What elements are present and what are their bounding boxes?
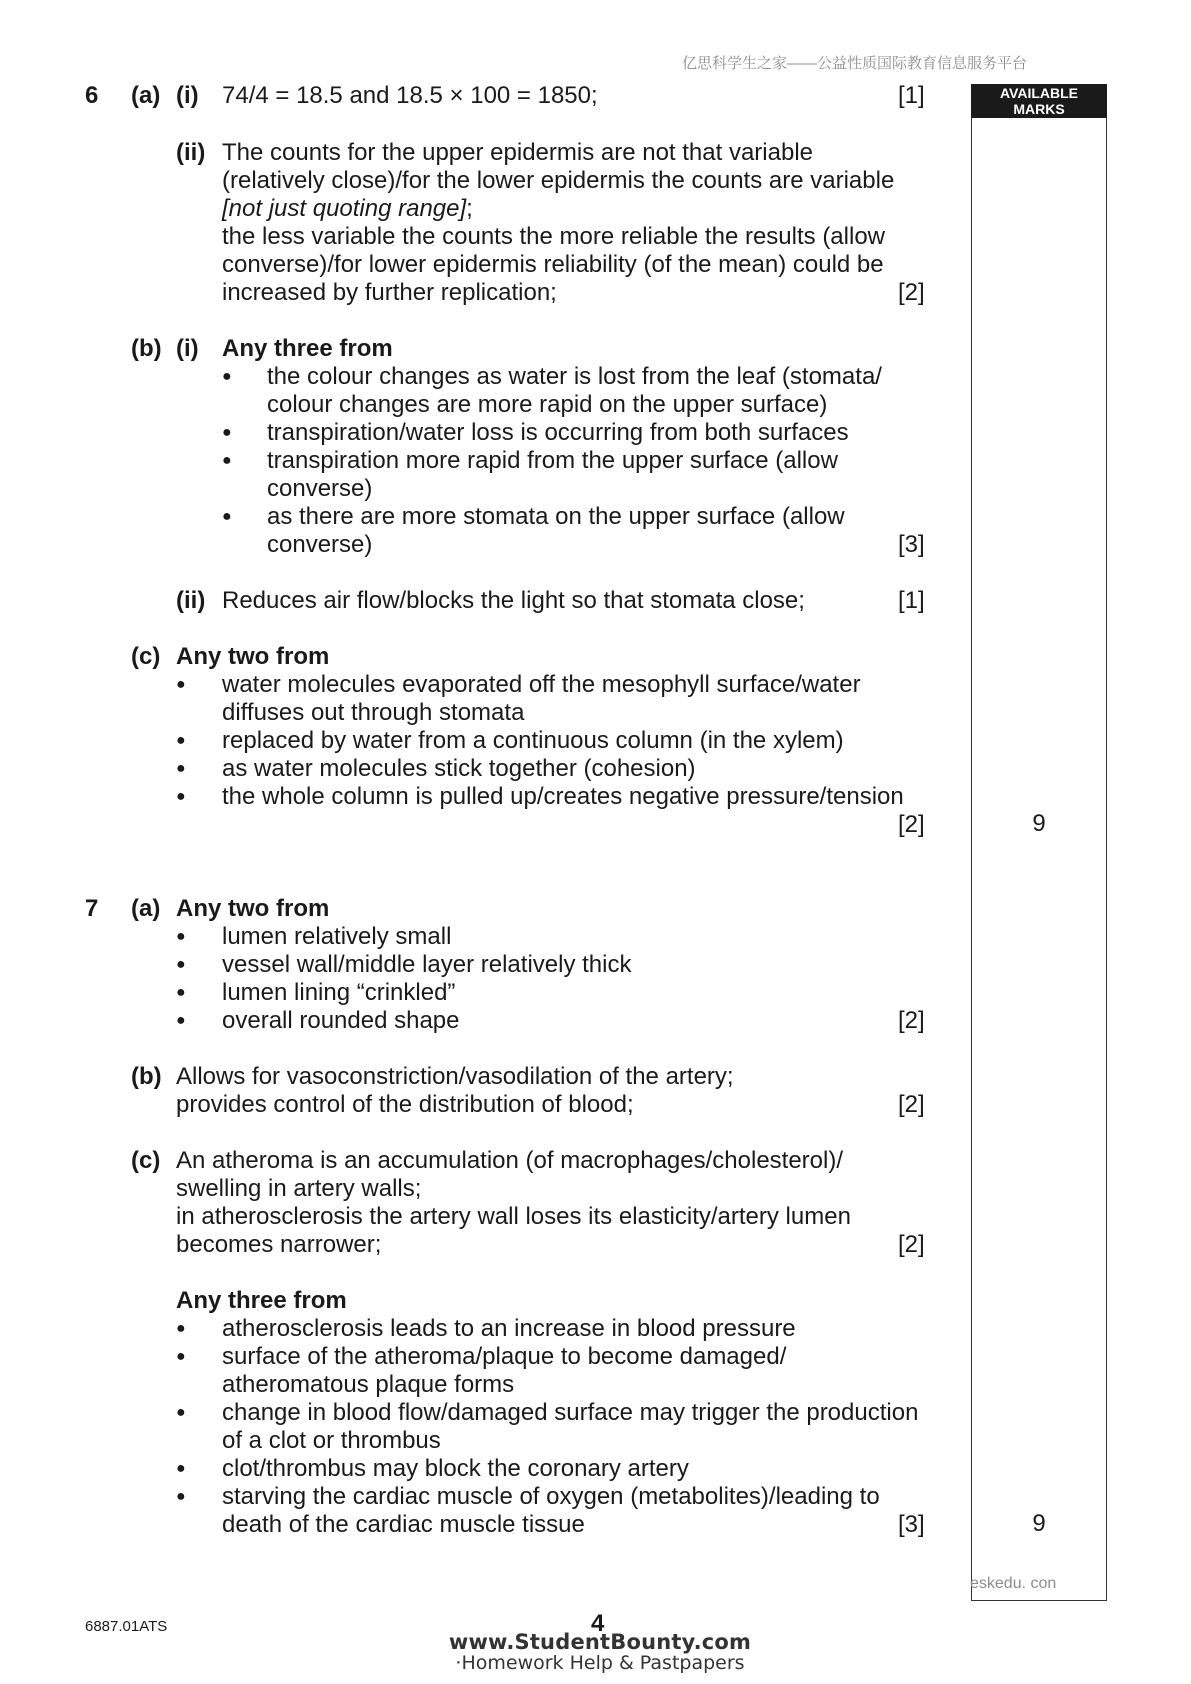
page-number: 4 — [591, 1610, 605, 1637]
available-label: AVAILABLE — [999, 85, 1079, 101]
q7c-bullet-5b: death of the cardiac muscle tissue — [222, 1511, 585, 1538]
bullet-icon: ● — [176, 760, 186, 777]
bullet-icon: ● — [176, 1012, 186, 1029]
bullet-icon: ● — [176, 788, 186, 805]
bullet-icon: ● — [176, 1320, 186, 1337]
q6aii-mark: [2] — [898, 279, 925, 306]
q6aii-label: (ii) — [176, 139, 206, 166]
q6aii-line-6: increased by further replication; — [222, 279, 557, 306]
q7a-bullet-1: lumen relatively small — [222, 923, 452, 950]
q7a-bullet-3: lumen lining “crinkled” — [222, 979, 456, 1006]
q6bi-mark: [3] — [898, 531, 925, 558]
bullet-icon: ● — [176, 1488, 186, 1505]
q7c-bullet-4: clot/thrombus may block the coronary artery — [222, 1455, 689, 1482]
q6bi-bullet-3b: converse) — [267, 475, 373, 502]
bullet-icon: ● — [222, 452, 232, 469]
available-marks-header — [971, 84, 1107, 118]
q6aii-line-4: the less variable the counts the more reliable the results (allow — [222, 223, 885, 250]
q7b-line-1: Allows for vasoconstriction/vasodilation of the artery; — [176, 1063, 734, 1090]
question-7-number: 7 — [85, 895, 99, 922]
q6aii-italic-note: [not just quoting range] — [222, 195, 467, 222]
q7c-bullet-2a: surface of the atheroma/plaque to become damaged/ — [222, 1343, 787, 1370]
q7c-line-1: An atheroma is an accumulation (of macrophages/cholesterol)/ — [176, 1147, 844, 1174]
q7c-line-3: in atherosclerosis the artery wall loses its elasticity/artery lumen — [176, 1203, 851, 1230]
q6bii-mark: [1] — [898, 587, 925, 614]
q6c-bullet-1a: water molecules evaporated off the mesophyll surface/water — [222, 671, 861, 698]
q6bi-bullet-1b: colour changes are more rapid on the upper surface) — [267, 391, 828, 418]
q6c-bullet-1b: diffuses out through stomata — [222, 699, 525, 726]
q7c-heading: Any three from — [176, 1287, 347, 1314]
q7b-label: (b) — [131, 1063, 162, 1090]
logo-line-2: ·Homework Help & Pastpapers — [455, 1652, 745, 1674]
q6bi-bullet-1a: the colour changes as water is lost from the leaf (stomata/ — [267, 363, 882, 390]
q7c-bullet-3a: change in blood flow/damaged surface may trigger the production — [222, 1399, 919, 1426]
q6c-heading: Any two from — [176, 643, 330, 670]
q7c-mark-2: [3] — [898, 1511, 925, 1538]
bullet-icon: ● — [222, 368, 232, 385]
bullet-icon: ● — [176, 984, 186, 1001]
q6c-bullet-3: as water molecules stick together (cohesion) — [222, 755, 696, 782]
q6aii-line-5: converse)/for lower epidermis reliability (of the mean) could be — [222, 251, 884, 278]
q7a-bullet-2: vessel wall/middle layer relatively thick — [222, 951, 632, 978]
q7-total-marks: 9 — [1032, 1510, 1046, 1537]
q6aii-line-2: (relatively close)/for the lower epidermis the counts are variable — [222, 167, 895, 194]
q6b-label: (b) — [131, 335, 162, 362]
q6c-bullet-4: the whole column is pulled up/creates negative pressure/tension — [222, 783, 904, 810]
q6bi-heading: Any three from — [222, 335, 393, 362]
q6ai-mark: [1] — [898, 82, 925, 109]
q7c-line-4: becomes narrower; — [176, 1231, 382, 1258]
bullet-icon: ● — [176, 732, 186, 749]
q6aii-line-1: The counts for the upper epidermis are not that variable — [222, 139, 813, 166]
q6ai-answer: 74/4 = 18.5 and 18.5 × 100 = 1850; — [222, 82, 598, 109]
bullet-icon: ● — [176, 1460, 186, 1477]
bullet-icon: ● — [176, 1348, 186, 1365]
marks-label: MARKS — [1013, 101, 1065, 117]
q6bii-answer: Reduces air flow/blocks the light so that stomata close; — [222, 587, 805, 614]
q7c-bullet-2b: atheromatous plaque forms — [222, 1371, 515, 1398]
logo-line-1: www.StudentBounty.com — [448, 1630, 752, 1654]
q7c-bullet-1: atherosclerosis leads to an increase in blood pressure — [222, 1315, 796, 1342]
q7b-line-2: provides control of the distribution of blood; — [176, 1091, 634, 1118]
header-watermark: 亿思科学生之家——公益性质国际教育信息服务平台 — [682, 55, 1028, 72]
paper-code: 6887.01ATS — [85, 1618, 168, 1635]
q6bi-bullet-3a: transpiration more rapid from the upper surface (allow — [267, 447, 838, 474]
q7c-line-2: swelling in artery walls; — [176, 1175, 422, 1202]
q7a-mark: [2] — [898, 1007, 925, 1034]
bullet-icon: ● — [222, 424, 232, 441]
q7c-mark-1: [2] — [898, 1231, 925, 1258]
q6c-label: (c) — [131, 643, 161, 670]
q6bii-label: (ii) — [176, 587, 206, 614]
studentbounty-logo — [440, 1631, 760, 1673]
q7c-bullet-5a: starving the cardiac muscle of oxygen (metabolites)/leading to — [222, 1483, 880, 1510]
q6c-mark: [2] — [898, 811, 925, 838]
bullet-icon: ● — [176, 1404, 186, 1421]
bullet-icon: ● — [176, 676, 186, 693]
q6ai-label: (i) — [176, 82, 199, 109]
q7a-bullet-4: overall rounded shape — [222, 1007, 460, 1034]
q7c-label: (c) — [131, 1147, 161, 1174]
edu-watermark: eskedu. con — [970, 1575, 1057, 1592]
bullet-icon: ● — [176, 928, 186, 945]
q6aii-line-3 — [222, 195, 473, 223]
q7a-label: (a) — [131, 895, 161, 922]
q6bi-bullet-4a: as there are more stomata on the upper surface (allow — [267, 503, 845, 530]
bullet-icon: ● — [222, 508, 232, 525]
q6a-label: (a) — [131, 82, 161, 109]
available-marks-column — [971, 84, 1107, 1601]
q6bi-bullet-4b: converse) — [267, 531, 373, 558]
bullet-icon: ● — [176, 956, 186, 973]
q6-total-marks: 9 — [1032, 810, 1046, 837]
q6bi-label: (i) — [176, 335, 199, 362]
q7c-bullet-3b: of a clot or thrombus — [222, 1427, 441, 1454]
q6aii-line-3-end: ; — [466, 195, 473, 222]
q7a-heading: Any two from — [176, 895, 330, 922]
q6c-bullet-2: replaced by water from a continuous column (in the xylem) — [222, 727, 844, 754]
q6bi-bullet-2: transpiration/water loss is occurring from both surfaces — [267, 419, 849, 446]
q7b-mark: [2] — [898, 1091, 925, 1118]
question-6-number: 6 — [85, 82, 99, 109]
